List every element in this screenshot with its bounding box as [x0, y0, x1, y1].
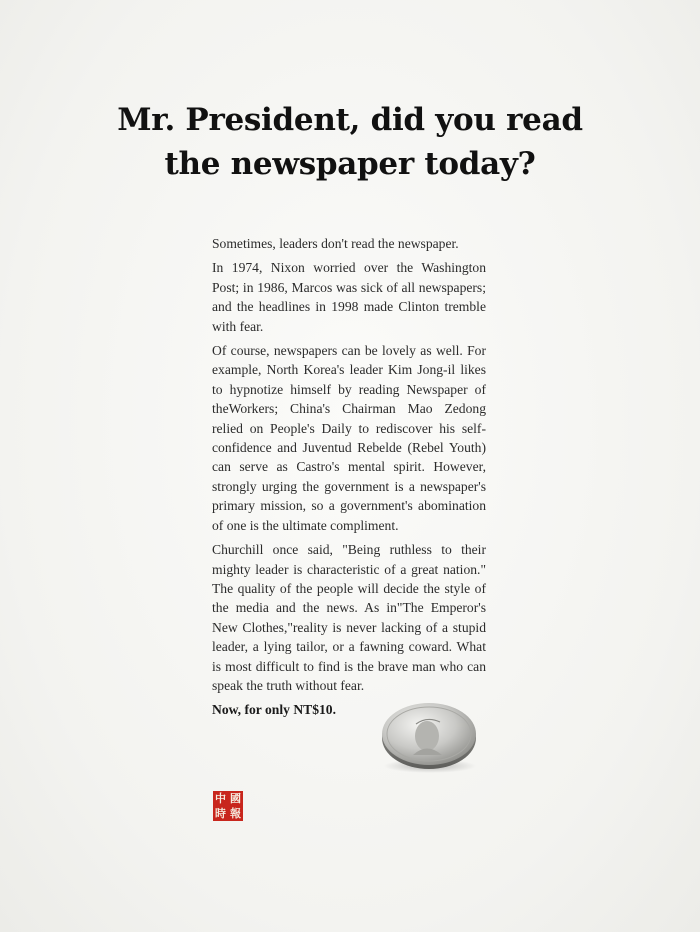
headline: [0, 98, 700, 186]
coin-icon: [380, 700, 478, 774]
headline-line-1: Mr. President, did you read: [117, 102, 583, 138]
paragraph: Sometimes, leaders don't read the newspaper.: [212, 236, 459, 251]
paragraph: Of course, newspapers can be lovely as well. For example, North Korea's leader Kim Jong-il likes to hypnotize himself by reading Newspaper of theWorkers; China's Chairman Mao Zedong relied on People's Daily to rediscover his self-confidence and Juventud Rebelde (Rebel Youth) can serve as Castro's mental spirit. However, strongly urging the government is a newspaper's primary mission, so a government's abomination of one is the ultimate compliment.: [212, 343, 486, 533]
paragraph: In 1974, Nixon worried over the Washington Post; in 1986, Marcos was sick of all newspapers; and the headlines in 1998 made Clinton tremble with fear.: [212, 260, 486, 334]
newspaper-seal-logo: [213, 791, 243, 821]
price-tagline: Now, for only NT$10.: [212, 702, 336, 718]
seal-char: 國: [230, 792, 241, 805]
seal-char: 報: [230, 807, 241, 820]
seal-char: 時: [215, 807, 226, 820]
headline-line-2: the newspaper today?: [164, 146, 536, 182]
seal-char: 中: [215, 792, 226, 805]
body-copy: [212, 234, 486, 725]
paragraph: Churchill once said, "Being ruthless to their mighty leader is characteristic of a great nation." The quality of the people will decide the style of the media and the news. As in"The Emperor's New Clothes,"reality is never lacking of a stupid leader, a lying tailor, or a fawning coward. What is most difficult to find is the brave man who can speak the truth without fear.: [212, 542, 486, 693]
